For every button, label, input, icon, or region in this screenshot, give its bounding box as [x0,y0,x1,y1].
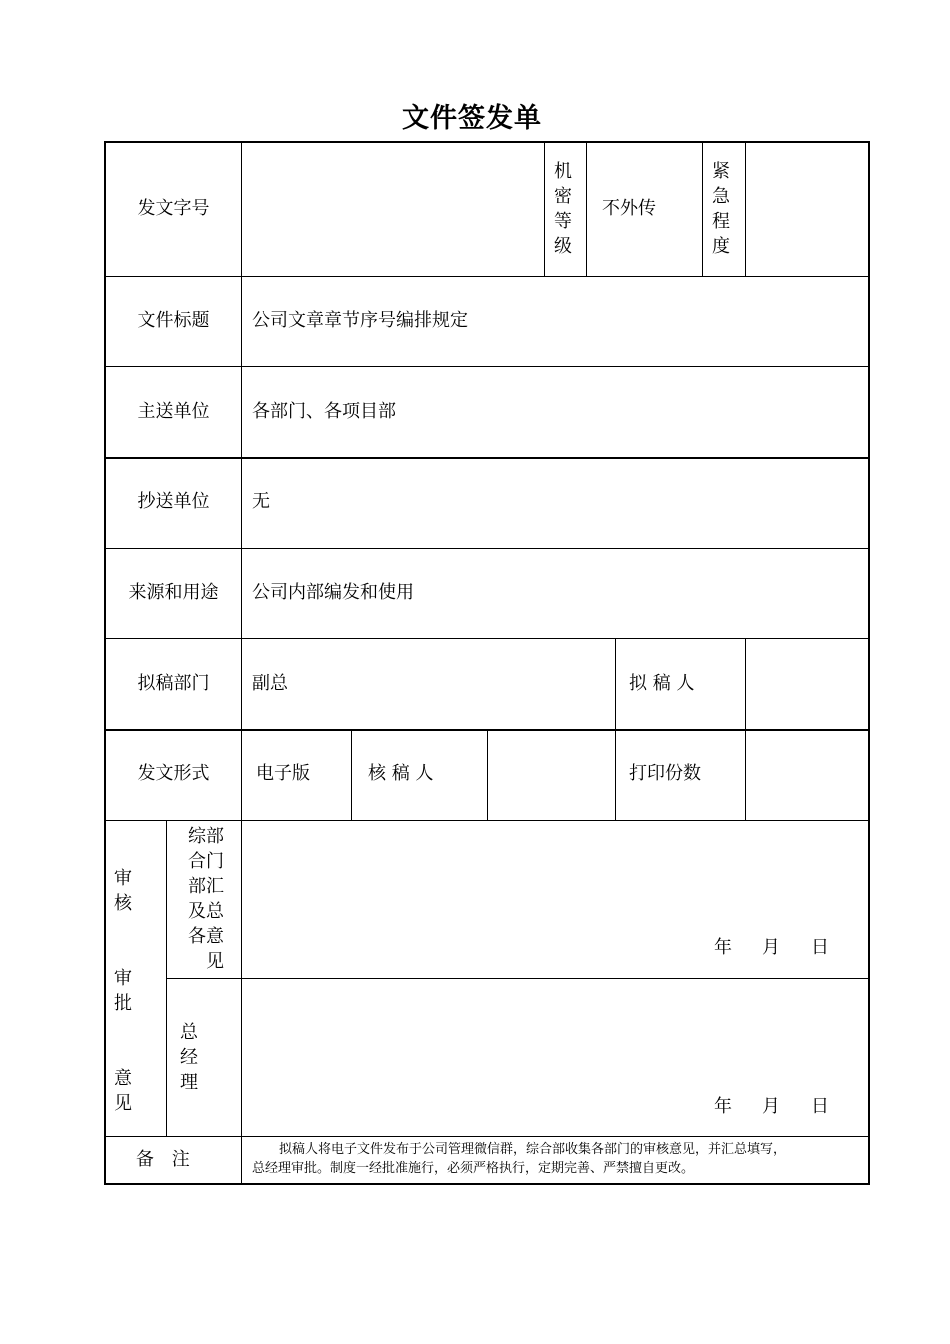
drafter-label: 拟 稿 人 [629,673,695,694]
main-recipient-value[interactable]: 各部门、各项目部 [252,401,396,422]
doc-title-value[interactable]: 公司文章章节序号编排规定 [252,310,468,331]
row-divider [166,978,869,979]
column-divider [487,729,488,820]
cc-recipient-label: 抄送单位 [137,491,210,512]
row-divider [105,366,869,367]
issue-form-value[interactable]: 电子版 [256,763,310,784]
approval-section-label-review: 审核 [114,868,132,914]
doc-number-label: 发文字号 [137,198,210,219]
page-title: 文件签发单 [402,103,542,134]
security-level-value[interactable]: 不外传 [602,198,656,219]
dept-opinion-label: 综部合门部汇及总各意见 [188,826,224,972]
column-divider [745,638,746,820]
column-divider [586,142,587,276]
date-year: 年 [714,937,732,958]
row-divider [105,276,869,277]
reviewer-label: 核 稿 人 [368,763,434,784]
date-day: 日 [811,1096,829,1117]
row-divider [105,820,869,821]
issue-form-label: 发文形式 [137,763,210,784]
date-day: 日 [811,937,829,958]
date-year: 年 [714,1096,732,1117]
column-divider [544,142,545,276]
drafting-dept-label: 拟稿部门 [137,673,210,694]
row-divider [105,548,869,549]
doc-title-label: 文件标题 [137,310,210,331]
drafting-dept-value[interactable]: 副总 [252,673,288,694]
column-divider [702,142,703,276]
column-divider [351,729,352,820]
column-divider [166,820,167,1136]
dept-opinion-field[interactable] [252,830,852,930]
approval-section-label-approve: 审批 [114,968,132,1014]
row-divider [105,638,869,639]
column-divider [745,142,746,276]
source-purpose-label: 来源和用途 [128,582,219,603]
date-month: 月 [762,937,780,958]
main-recipient-label: 主送单位 [137,401,210,422]
cc-recipient-value[interactable]: 无 [252,491,270,512]
urgency-label: 紧急程度 [712,161,730,257]
gm-opinion-field[interactable] [252,990,852,1090]
row-divider [105,457,869,459]
remarks-text-line2: 总经理审批。制度一经批准施行，必须严格执行，定期完善、严禁擅自更改。 [252,1161,695,1176]
security-level-label: 机密等级 [554,161,572,257]
remarks-label: 备 注 [136,1149,196,1170]
column-divider [241,142,242,1184]
column-divider [615,638,616,820]
remarks-text-line1: 拟稿人将电子文件发布于公司管理微信群，综合部收集各部门的审核意见，并汇总填写， [279,1142,787,1157]
source-purpose-value[interactable]: 公司内部编发和使用 [252,582,414,603]
date-month: 月 [762,1096,780,1117]
approval-section-label-opinion: 意见 [114,1068,132,1114]
row-divider [105,1136,869,1137]
print-copies-label: 打印份数 [629,763,701,784]
gm-label: 总经理 [180,1022,198,1093]
